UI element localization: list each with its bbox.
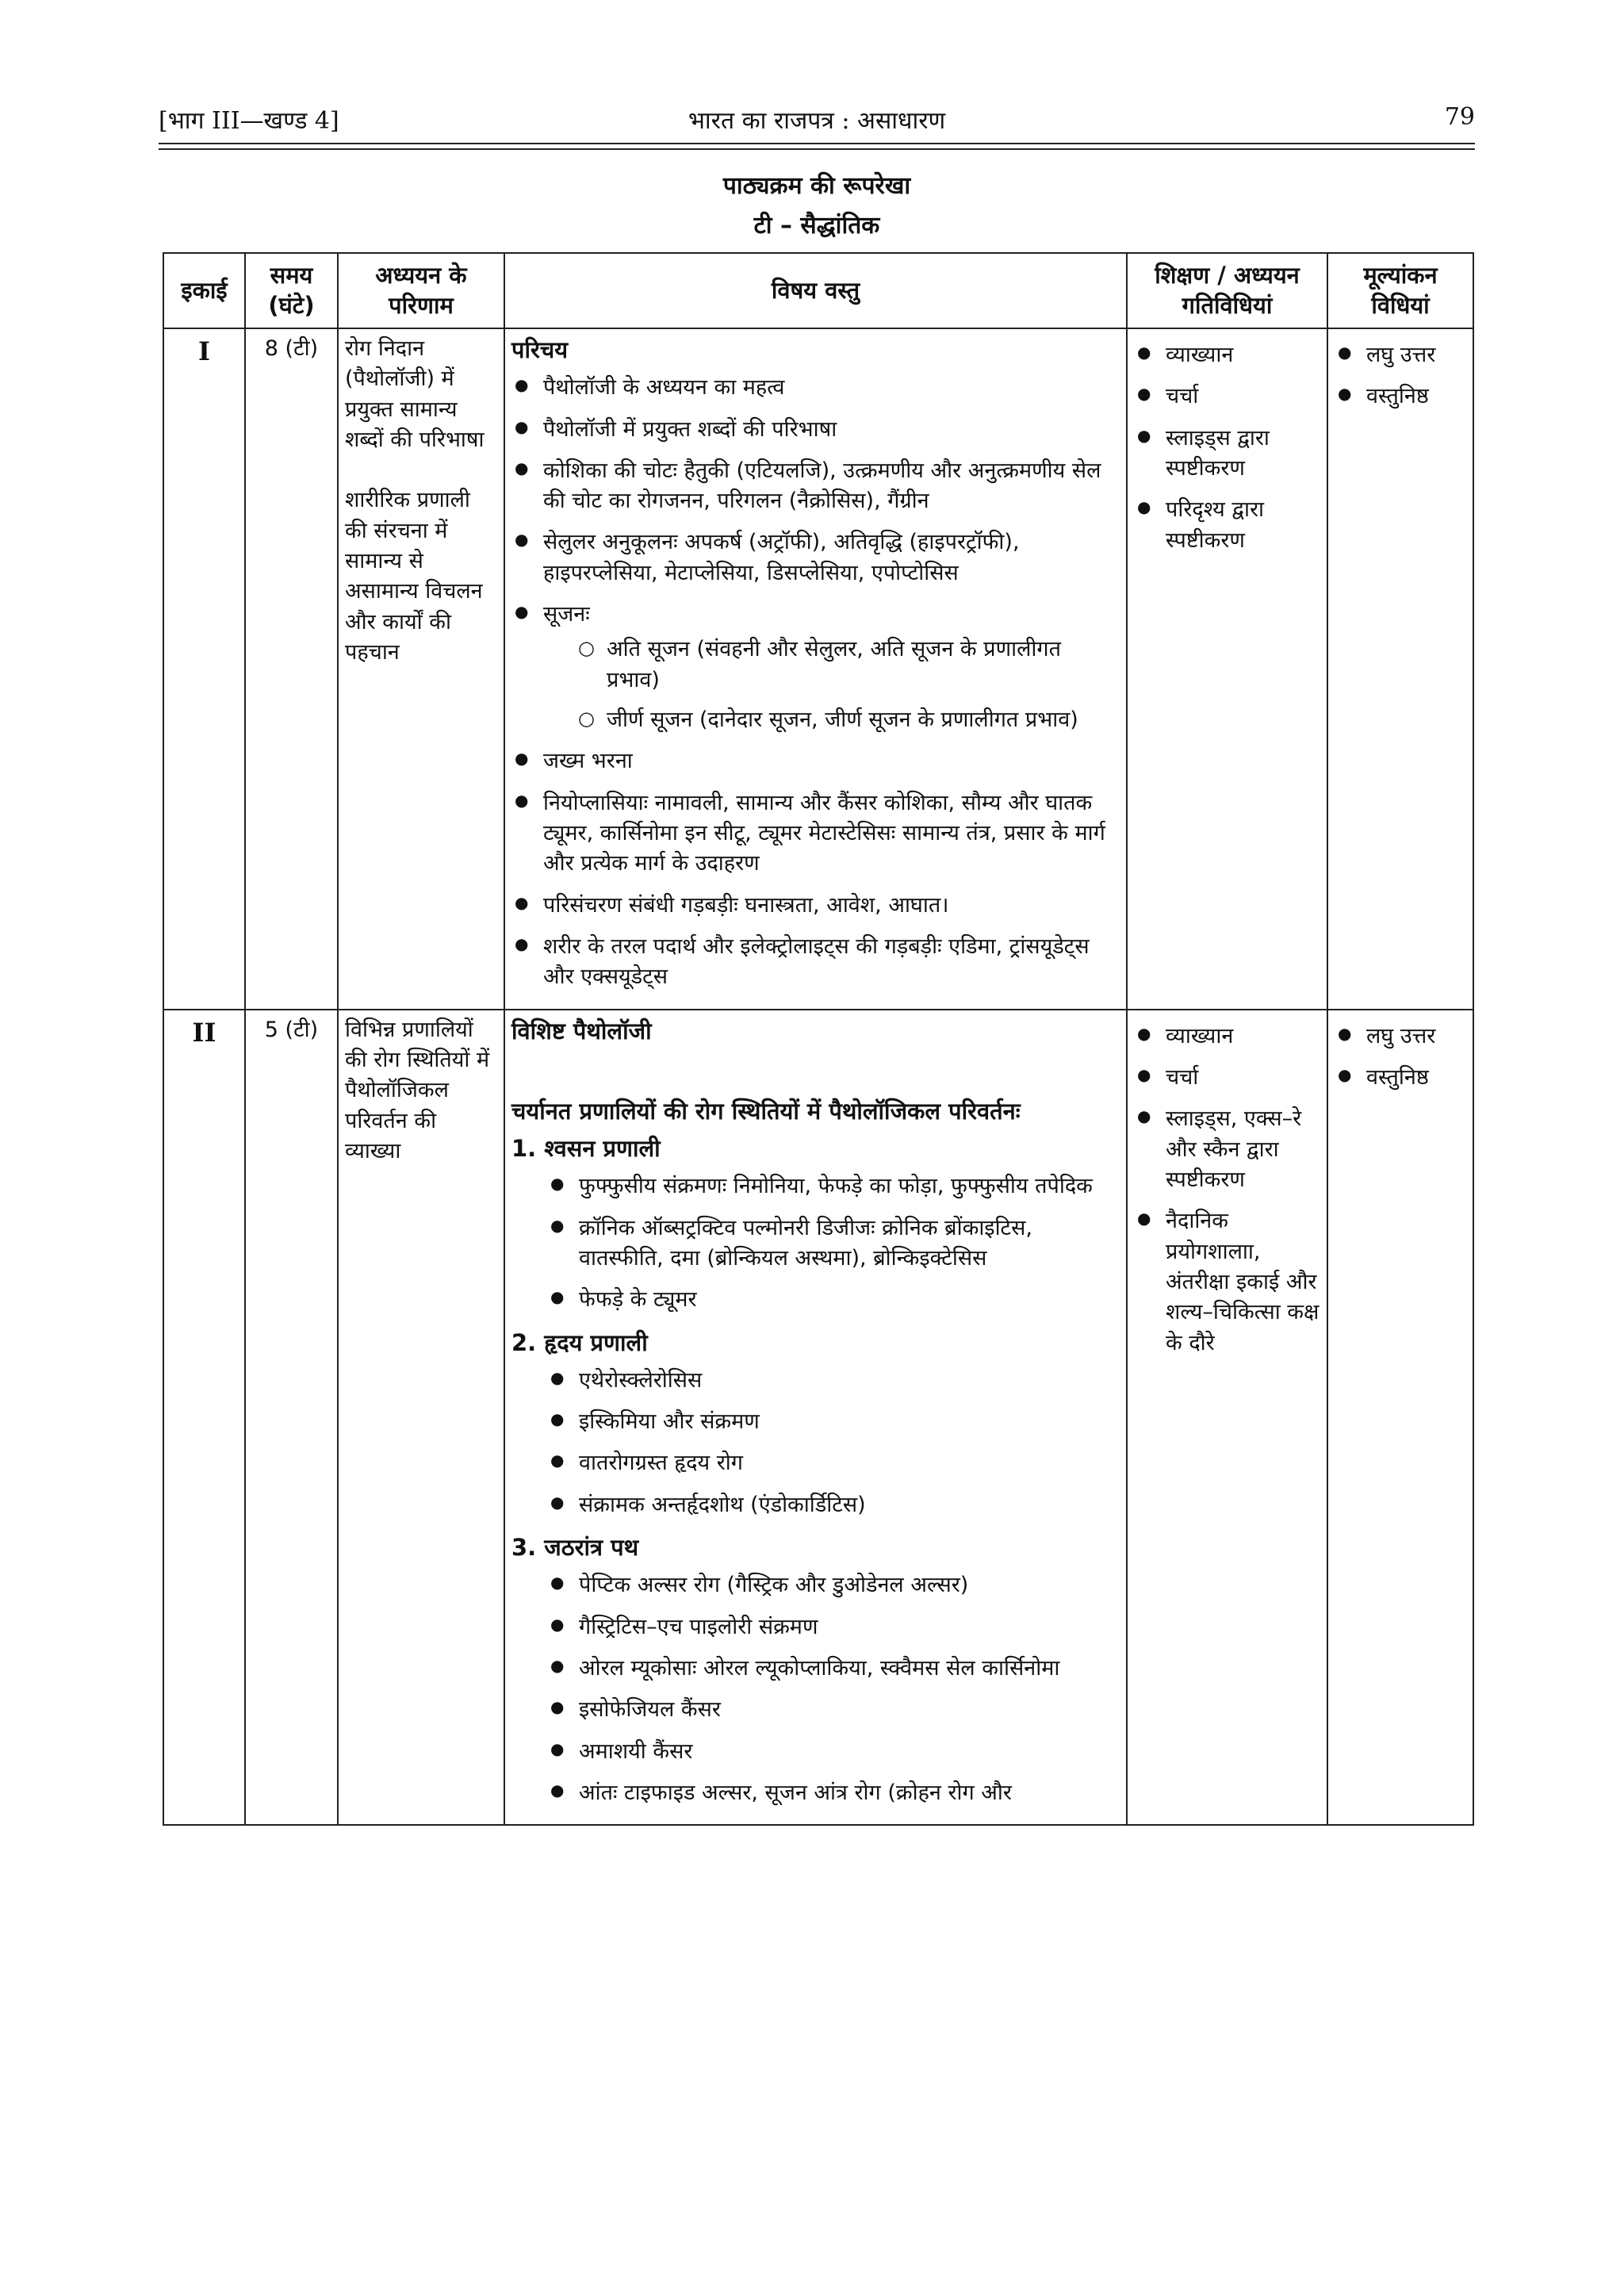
list-item: ● इस्किमिया और संक्रमण xyxy=(547,1407,1120,1437)
header-rule-bottom xyxy=(159,148,1475,150)
unit-time: 5 (टी) xyxy=(245,1010,338,1825)
column-header-content: विषय वस्तु xyxy=(504,253,1127,328)
header-gazette-title: भारत का राजपत्र : असाधारण xyxy=(688,107,946,135)
teaching-item: ● चर्चा xyxy=(1134,1063,1320,1093)
teaching-item: ● परिदृश्य द्वारा स्पष्टीकरण xyxy=(1134,495,1320,556)
list-item: ● पैथोलॉजी में प्रयुक्त शब्दों की परिभाषा xyxy=(511,415,1120,445)
list-item: ● नियोप्लासियाः नामावली, सामान्य और कैंसर कोशिका, सौम्य और घातक ट्यूमर, कार्सिनोमा इन सीटू, ट्यूमर मेटास्टेसिसः सामान्य तंत्र, प्रसार के मार्ग और प्रत्येक मार्ग के उदाहरण xyxy=(511,788,1120,880)
assessment-item: ● वस्तुनिष्ठ xyxy=(1335,381,1466,412)
syllabus-table xyxy=(163,252,1474,1826)
list-item: ● संक्रामक अन्तर्हृदशोथ (एंडोकार्डिटिस) xyxy=(547,1490,1120,1520)
content-list xyxy=(511,1570,1120,1808)
list-item: ● फुफ्फुसीय संक्रमणः निमोनिया, फेफड़े का फोड़ा, फुफ्फुसीय तपेदिक xyxy=(547,1171,1120,1202)
table-row xyxy=(163,1010,1473,1825)
header-part-section: [भाग III—खण्ड 4] xyxy=(159,107,339,135)
learning-outcomes xyxy=(338,1010,504,1825)
system-title: 2. हृदय प्रणाली xyxy=(511,1328,648,1356)
header-page-number: 79 xyxy=(1444,103,1475,131)
assessment-methods xyxy=(1327,1010,1473,1825)
unit-time: 8 (टी) xyxy=(245,328,338,1010)
teaching-activities xyxy=(1127,328,1327,1010)
teaching-item: ● व्याख्यान xyxy=(1134,340,1320,370)
list-item: ● परिसंचरण संबंधी गड़बड़ीः घनास्त्रता, आवेश, आघात। xyxy=(511,891,1120,921)
table-header-row xyxy=(163,253,1473,328)
list-item: ● फेफड़े के ट्यूमर xyxy=(547,1285,1120,1315)
teaching-activities xyxy=(1127,1010,1327,1825)
content-cell xyxy=(504,1010,1127,1825)
column-header-assessment: मूल्यांकन विधियां xyxy=(1327,253,1473,328)
list-item: ● गैस्ट्रिटिस–एच पाइलोरी संक्रमण xyxy=(547,1612,1120,1642)
content-list xyxy=(511,1366,1120,1520)
unit-number: I xyxy=(163,328,245,1010)
list-item: ● शरीर के तरल पदार्थ और इलेक्ट्रोलाइट्स की गड़बड़ीः एडिमा, ट्रांसयूडेट्स और एक्सयूडेट्स xyxy=(511,932,1120,993)
system-title: 1. श्वसन प्रणाली xyxy=(511,1135,661,1163)
gazette-header xyxy=(159,103,1475,141)
list-item: ● वातरोगग्रस्त हृदय रोग xyxy=(547,1448,1120,1478)
teaching-item: ● चर्चा xyxy=(1134,381,1320,412)
unit-number: II xyxy=(163,1010,245,1825)
page-title: पाठ्यक्रम की रूपरेखा xyxy=(722,172,911,200)
sub-list-item: ○ जीर्ण सूजन (दानेदार सूजन, जीर्ण सूजन के प्रणालीगत प्रभाव) xyxy=(575,705,1120,735)
assessment-item: ● लघु उत्तर xyxy=(1335,340,1466,370)
list-item: ● सेलुलर अनुकूलनः अपकर्ष (अट्रॉफी), अतिवृद्धि (हाइपरट्रॉफी), हाइपरप्लेसिया, मेटाप्लेसिया, डिसप्लेसिया, एपोप्टोसिस xyxy=(511,527,1120,588)
column-header-outcomes: अध्ययन के परिणाम xyxy=(338,253,504,328)
column-header-time: समय (घंटे) xyxy=(245,253,338,328)
content-list xyxy=(511,1171,1120,1315)
column-header-unit: इकाई xyxy=(163,253,245,328)
page-subtitle: टी – सैद्धांतिक xyxy=(753,212,880,240)
teaching-item: ● व्याख्यान xyxy=(1134,1022,1320,1052)
system-title: 3. जठरांत्र पथ xyxy=(511,1534,639,1562)
list-item: ● अमाशयी कैंसर xyxy=(547,1737,1120,1767)
table-row xyxy=(163,328,1473,1010)
list-item-text: सूजनः xyxy=(543,602,590,627)
content-title: विशिष्ट पैथोलॉजी xyxy=(511,1017,652,1045)
list-item: ● जख्म भरना xyxy=(511,746,1120,776)
teaching-item: ● स्लाइड्स, एक्स–रे और स्कैन द्वारा स्पष्टीकरण xyxy=(1134,1104,1320,1195)
list-item: ● कोशिका की चोटः हैतुकी (एटियलजि), उत्क्रमणीय और अनुत्क्रमणीय सेल की चोट का रोगजनन, परिगलन (नैक्रोसिस), गैंग्रीन xyxy=(511,456,1120,517)
content-list xyxy=(511,373,1120,993)
header-rule-top xyxy=(159,143,1475,144)
teaching-item: ● नैदानिक प्रयोगशालाा, अंतरीक्षा इकाई और शल्य–चिकित्सा कक्ष के दौरे xyxy=(1134,1206,1320,1359)
content-subtitle: चर्यानत प्रणालियों की रोग स्थितियों में पैथोलॉजिकल परिवर्तनः xyxy=(511,1097,1021,1125)
outcome-text: रोग निदान (पैथोलॉजी) में प्रयुक्त सामान्य शब्दों की परिभाषा xyxy=(345,336,485,452)
outcome-text: विभिन्न प्रणालियों की रोग स्थितियों में पैथोलॉजिकल परिवर्तन की व्याख्या xyxy=(345,1017,490,1164)
outcome-text: शारीरिक प्रणाली की संरचना में सामान्य से असामान्य विचलन और कार्यों की पहचान xyxy=(345,488,483,665)
list-item: ● एथेरोस्क्लेरोसिस xyxy=(547,1366,1120,1396)
assessment-item: ● लघु उत्तर xyxy=(1335,1022,1466,1052)
list-item: ● आंतः टाइफाइड अल्सर, सूजन आंत्र रोग (क्रोहन रोग और xyxy=(547,1778,1120,1808)
list-item: ● पैथोलॉजी के अध्ययन का महत्व xyxy=(511,373,1120,403)
assessment-item: ● वस्तुनिष्ठ xyxy=(1335,1063,1466,1093)
assessment-methods xyxy=(1327,328,1473,1010)
sub-list xyxy=(543,634,1120,735)
sub-list-item: ○ अति सूजन (संवहनी और सेलुलर, अति सूजन के प्रणालीगत प्रभाव) xyxy=(575,634,1120,696)
learning-outcomes xyxy=(338,328,504,1010)
teaching-item: ● स्लाइड्स द्वारा स्पष्टीकरण xyxy=(1134,424,1320,485)
content-cell xyxy=(504,328,1127,1010)
list-item: ● इसोफेजियल कैंसर xyxy=(547,1695,1120,1725)
content-title: परिचय xyxy=(511,336,569,363)
list-item: ● ओरल म्यूकोसाः ओरल ल्यूकोप्लाकिया, स्क्वैमस सेल कार्सिनोमा xyxy=(547,1654,1120,1684)
list-item: ● क्रॉनिक ऑब्सट्रक्टिव पल्मोनरी डिजीजः क्रोनिक ब्रोंकाइटिस, वातस्फीति, दमा (ब्रोन्कियल अस्थमा), ब्रोन्किइक्टेसिस xyxy=(547,1213,1120,1274)
list-item xyxy=(511,600,1120,735)
column-header-teaching: शिक्षण / अध्ययन गतिविधियां xyxy=(1127,253,1327,328)
list-item: ● पेप्टिक अल्सर रोग (गैस्ट्रिक और डुओडेनल अल्सर) xyxy=(547,1570,1120,1600)
